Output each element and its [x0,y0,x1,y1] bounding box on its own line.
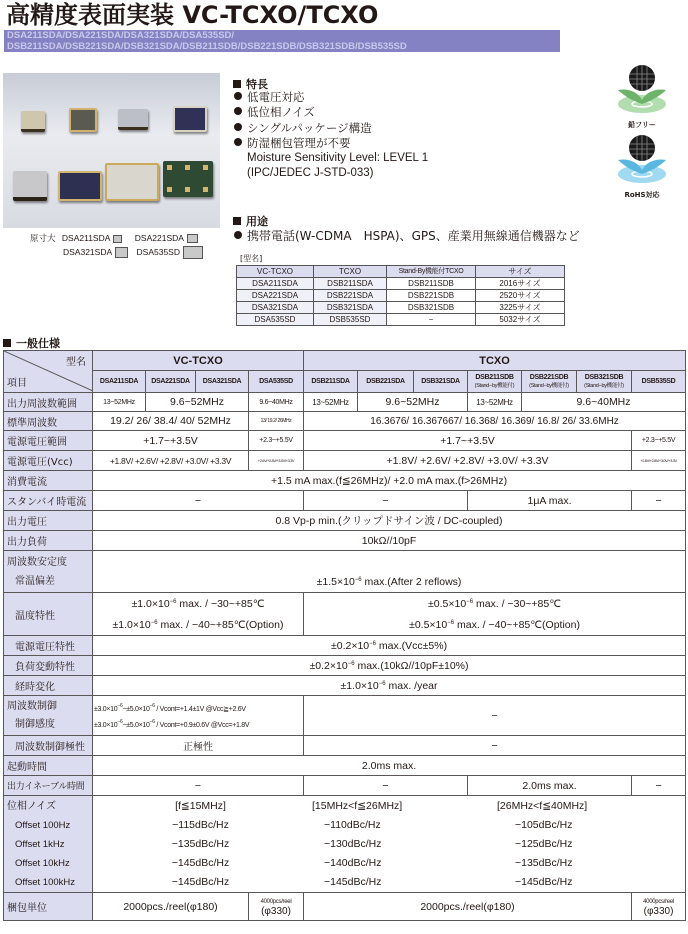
spec-cell: +2.3~+5.5V [632,431,686,451]
text: / Vcont=+0.9±0.6V @Vcc=+1.8V [154,721,250,729]
row-label: 起動時間 [4,756,93,776]
text: ±3.0×10 [94,705,118,713]
chip-image [13,171,47,201]
spec-cell: +1.7~+3.5V [93,431,249,451]
text: ±0.2×10 [330,639,370,652]
spec-row-control [4,696,686,736]
model-header: DSA211SDA [93,371,146,393]
noise-column [93,797,308,892]
text: −6 [447,620,455,626]
model-header: DSB221SDA [358,371,414,393]
size-item: DSA211SDA [61,233,111,243]
size-swatch [187,234,198,243]
spec-row-freq-range [4,393,686,412]
bullet-icon [234,123,242,131]
spec-cell: DSB211SDB [387,278,476,290]
size-item: DSA321SDA [63,247,113,257]
bullet-icon [234,231,242,239]
row-label [4,676,93,696]
text: max. /year [385,679,438,692]
spec-row-startup [4,756,686,776]
row-label [4,696,93,736]
text: ±1.0×10 [112,619,151,631]
text: max. / −30~+85℃ [176,598,265,610]
text: −6 [150,620,158,626]
spec-cell: 9.6~52MHz [146,393,249,412]
spec-cell: 2.0ms max. [468,776,632,796]
text: −6 [369,640,376,647]
chip-image [173,106,207,132]
model-table-row [237,302,565,314]
text: −135dBc/Hz [515,857,573,869]
text: ±1.0×10 [131,598,170,610]
spec-cell: DSA211SDA [237,278,314,290]
feature-item [234,121,372,136]
text: −140dBc/Hz [324,857,382,869]
text: 周波数制御 [7,700,57,712]
text: ~±5.0×10 [122,705,150,713]
spec-table [3,350,686,921]
globe-plant-icon [612,60,672,116]
chip-image [105,163,159,201]
row-label: 標準周波数 [4,412,93,431]
header-cell: TCXO [314,266,387,278]
spec-cell: 2.0ms max. [93,756,686,776]
row-label: 電源電圧(Vcc) [4,451,93,471]
row-label [4,593,93,636]
text: −6 [117,718,123,725]
text: 一般仕様 [16,337,60,350]
text: [f≦15MHz] [175,800,226,812]
text: Offset 100kHz [15,877,76,888]
row-label: 出力電圧 [4,511,93,531]
lead-free-label: 鉛フリー [628,121,656,129]
square-bullet-icon [233,217,241,225]
group-header-tcxo: TCXO [304,351,686,371]
model-header [522,371,577,393]
spec-row-supply-range [4,431,686,451]
text: −6 [169,599,177,605]
spec-row-packing [4,893,686,921]
model-table-row [237,278,565,290]
moisture-note: Moisture Sensitivity Level: LEVEL 1 [247,152,429,164]
model-table-row [237,290,565,302]
spec-cell: +1.5 mA max.(f≦26MHz)/ +2.0 mA max.(f>26MHz) [93,471,686,491]
spec-cell: +1.8V/ +2.6V/ +2.8V/ +3.0V/ +3.3V [304,451,632,471]
chip-image [118,109,148,130]
corner-header [4,351,93,393]
text: ±0.5×10 [428,598,467,610]
row-label: 出力周波数範囲 [4,393,93,412]
lead-free-badge [612,60,672,130]
text: max.(After 2 reflows) [361,576,462,588]
text: 常温偏差 [15,575,55,587]
size-swatch [183,246,203,259]
text: 温度特性 [15,610,55,622]
spec-row-polarity [4,736,686,756]
spec-cell: 正極性 [93,736,304,756]
spec-cell: 2016サイズ [476,278,565,290]
spec-cell: − [387,314,476,326]
noise-column [497,797,677,892]
spec-cell: DSB221SDA [314,290,387,302]
spec-cell: 16.3676/ 16.367667/ 16.368/ 16.369/ 16.8/ 26/ 33.6MHz [304,412,686,431]
spec-cell: − [632,776,686,796]
text: Offset 1kHz [15,839,65,850]
spec-cell: DSB211SDA [314,278,387,290]
text: 制御感度 [15,718,55,730]
row-label [4,551,93,593]
spec-cell: 2000pcs./reel(φ180) [93,893,249,921]
spec-cell: DSA321SDA [237,302,314,314]
text: 低電圧対応 [247,90,305,104]
spec-row-standby [4,491,686,511]
spec-cell [249,893,304,921]
text: max. / −40~+85℃(Option) [454,619,580,631]
row-label: 出力負荷 [4,531,93,551]
spec-row-temp [4,593,686,636]
text: 特長 [246,78,268,91]
square-bullet-icon [3,339,11,347]
text: 4000pcs/reel [260,898,292,905]
chip-image [58,171,102,201]
spec-cell [93,676,686,696]
size-item: DSA221SDA [134,233,184,243]
text: 周波数安定度 [7,556,67,568]
text: −6 [149,702,155,709]
text: (φ330) [261,905,291,917]
text: DSB221SDB [529,373,569,381]
spec-row-vcc [4,451,686,471]
text: −6 [378,680,386,687]
model-table-header [237,266,565,278]
header-cell: Stand-By機能付TCXO [387,266,476,278]
spec-cell: − [93,776,304,796]
text: 周波数制御極性 [15,742,85,753]
text: Offset 100Hz [15,820,71,831]
spec-cell: 2520サイズ [476,290,565,302]
model-header: DSA535SD [249,371,304,393]
spec-cell: − [304,736,686,756]
size-swatch [115,247,128,258]
size-item: DSA535SD [136,247,180,257]
text: max. / −40~+85℃(Option) [157,619,284,631]
spec-cell: 13~52MHz [304,393,358,412]
row-label: 出力イネーブル時間 [4,776,93,796]
model-header [468,371,522,393]
text: max. / −30~+85℃ [473,598,562,610]
row-label: 消費電流 [4,471,93,491]
spec-cell: +1.8V/ +2.6V/ +2.8V/ +3.0V/ +3.3V [93,451,249,471]
spec-cell: DSB221SDB [387,290,476,302]
text: DSB321SDB [584,373,624,381]
spec-cell: +2.6V/+2.8V/+3.0V/+3.3V [632,451,686,471]
text: −6 [466,599,474,605]
spec-cell: 13~52MHz [93,393,146,412]
spec-cell: 19.2/ 26/ 38.4/ 40/ 52MHz [93,412,249,431]
text: −125dBc/Hz [515,838,573,850]
feature-item [234,136,351,151]
chip-image [69,108,97,132]
spec-cell: 9.6~52MHz [358,393,468,412]
spec-row-out-load [4,531,686,551]
spec-cell: 13/ 19.2/ 26MHz [249,412,304,431]
text: (Stand−by機能付) [474,382,515,389]
text: 携帯電話(W-CDMA HSPA)、GPS、産業用無線通信機器など [247,229,580,243]
spec-cell: 13~52MHz [468,393,522,412]
spec-cell: − [304,776,468,796]
text: (Stand−by機能付) [584,382,624,389]
spec-row-supply-char [4,636,686,656]
row-label [4,796,93,893]
spec-cell: DSB321SDB [387,302,476,314]
spec-cell: DSA535SD [237,314,314,326]
text: / Vcont=+1.4±1V @Vcc≧+2.6V [154,705,246,713]
text: 電源電圧特性 [15,642,75,653]
spec-cell [93,636,686,656]
spec-cell: 2000pcs./reel(φ180) [304,893,632,921]
rohs-badge [612,130,672,200]
spec-cell: DSB321SDA [314,302,387,314]
bullet-icon [234,138,242,146]
model-header: DSA321SDA [196,371,249,393]
text: −110dBc/Hz [324,819,381,831]
text: ±1.0×10 [340,679,379,692]
corner-model-label: 型名 [66,357,86,368]
diagonal-line [4,351,93,391]
text: Offset 10kHz [15,858,70,869]
row-label: 電源電圧範囲 [4,431,93,451]
row-label [4,656,93,676]
spec-cell [93,796,686,893]
text: −6 [354,577,362,583]
banner-line-1: DSA211SDA/DSA221SDA/DSA321SDA/DSA535SD/ [7,30,235,41]
spec-cell [304,593,686,636]
applications-heading [233,213,268,229]
spec-cell [93,551,686,593]
spec-row-out-voltage [4,511,686,531]
spec-cell: 3225サイズ [476,302,565,314]
text: ~±5.0×10 [122,721,150,729]
text: ±3.0×10 [94,721,118,729]
size-swatch [113,235,122,243]
actual-size-label: 原寸大 [30,234,56,244]
spec-cell: +1.7~+3.5V [304,431,632,451]
spec-row-load-char [4,656,686,676]
text: ±1.5×10 [316,576,355,588]
spec-cell: − [93,491,304,511]
text: −145dBc/Hz [171,857,230,869]
group-header-vctcxo: VC-TCXO [93,351,304,371]
actual-size-legend [30,232,203,259]
text: [26MHz<f≦40MHz] [497,800,588,812]
spec-cell: 9.6~40MHz [249,393,304,412]
bullet-icon [234,92,242,100]
row-label: スタンバイ時電流 [4,491,93,511]
text: 低位相ノイズ [247,105,315,119]
text: シングルパッケージ構造 [247,121,372,135]
model-table-row [237,314,565,326]
text: −135dBc/Hz [171,838,230,850]
spec-cell: DSA221SDA [237,290,314,302]
text: 位相ノイズ [7,801,56,812]
page-title: 高精度表面実装 VC-TCXO/TCXO [6,1,379,29]
text: −130dBc/Hz [324,838,382,850]
product-photo [3,73,220,228]
text: −105dBc/Hz [515,819,573,831]
spec-cell [632,893,686,921]
feature-item [234,90,305,105]
feature-item [234,105,315,120]
spec-cell: − [304,696,686,736]
chip-image [21,111,45,132]
header-cell: サイズ [476,266,565,278]
spec-row-std-freq [4,412,686,431]
noise-column [308,797,497,892]
spec-cell: 5032サイズ [476,314,565,326]
spec-row-current [4,471,686,491]
text: DSB211SDB [475,373,514,381]
text: −145dBc/Hz [515,876,573,888]
bullet-icon [234,107,242,115]
spec-cell: 10kΩ//10pF [93,531,686,551]
spec-cell: +2.6V/+2.8V/+3.0V/+3.3V [249,451,304,471]
spec-heading [3,335,60,351]
text: 経時変化 [15,682,55,693]
text: ±0.2×10 [309,659,348,672]
square-bullet-icon [233,80,241,88]
text: max.(10kΩ//10pF±10%) [354,659,469,672]
corner-item-label: 項目 [7,378,27,389]
text: 負荷変動特性 [15,662,75,673]
spec-row-aging [4,676,686,696]
header-cell: VC-TCXO [237,266,314,278]
model-header [577,371,632,393]
spec-cell: +2.3~+5.5V [249,431,304,451]
model-table [236,265,565,326]
jedec-note: (IPC/JEDEC J-STD-033) [247,167,374,179]
text: −6 [117,702,123,709]
banner-line-2: DSB211SDA/DSB221SDA/DSB321SDA/DSB211SDB/DSB221SDB/DSB321SDB/DSB535SD [7,41,407,52]
row-label: 梱包単位 [4,893,93,921]
row-label [4,636,93,656]
spec-cell: − [632,491,686,511]
spec-row-stability [4,551,686,593]
model-table-label: [型名] [240,254,263,263]
text: ±0.5×10 [409,619,448,631]
globe-plant-icon [612,130,672,186]
spec-cell: 9.6~40MHz [522,393,686,412]
model-header: DSB535SD [632,371,686,393]
spec-row-enable [4,776,686,796]
text: [15MHz<f≦26MHz] [312,800,403,812]
rohs-label: RoHS対応 [624,191,660,199]
text: −6 [347,660,355,667]
text: 防湿梱包管理が不要 [247,136,351,150]
text: −6 [149,718,155,725]
application-item [234,229,580,244]
row-label [4,736,93,756]
spec-cell: 0.8 Vp-p min.(クリップドサイン波 / DC-coupled) [93,511,686,531]
text: (φ330) [643,905,674,917]
chip-image [163,161,213,197]
text: 用途 [246,215,268,228]
spec-cell: − [304,491,468,511]
model-header: DSB321SDA [414,371,468,393]
text: −115dBc/Hz [172,819,229,831]
spec-cell [93,696,304,736]
spec-row-phase-noise [4,796,686,893]
text: (Stand−by機能付) [529,382,569,389]
model-banner [4,30,560,52]
model-header: DSA221SDA [146,371,196,393]
model-header: DSB211SDA [304,371,358,393]
spec-cell [93,593,304,636]
text: −145dBc/Hz [171,876,230,888]
text: 4000pcs/reel [643,898,674,905]
spec-cell: 1μA max. [468,491,632,511]
text: max.(Vcc±5%) [375,639,448,652]
spec-cell: DSB535SD [314,314,387,326]
spec-cell [93,656,686,676]
text: −145dBc/Hz [324,876,382,888]
